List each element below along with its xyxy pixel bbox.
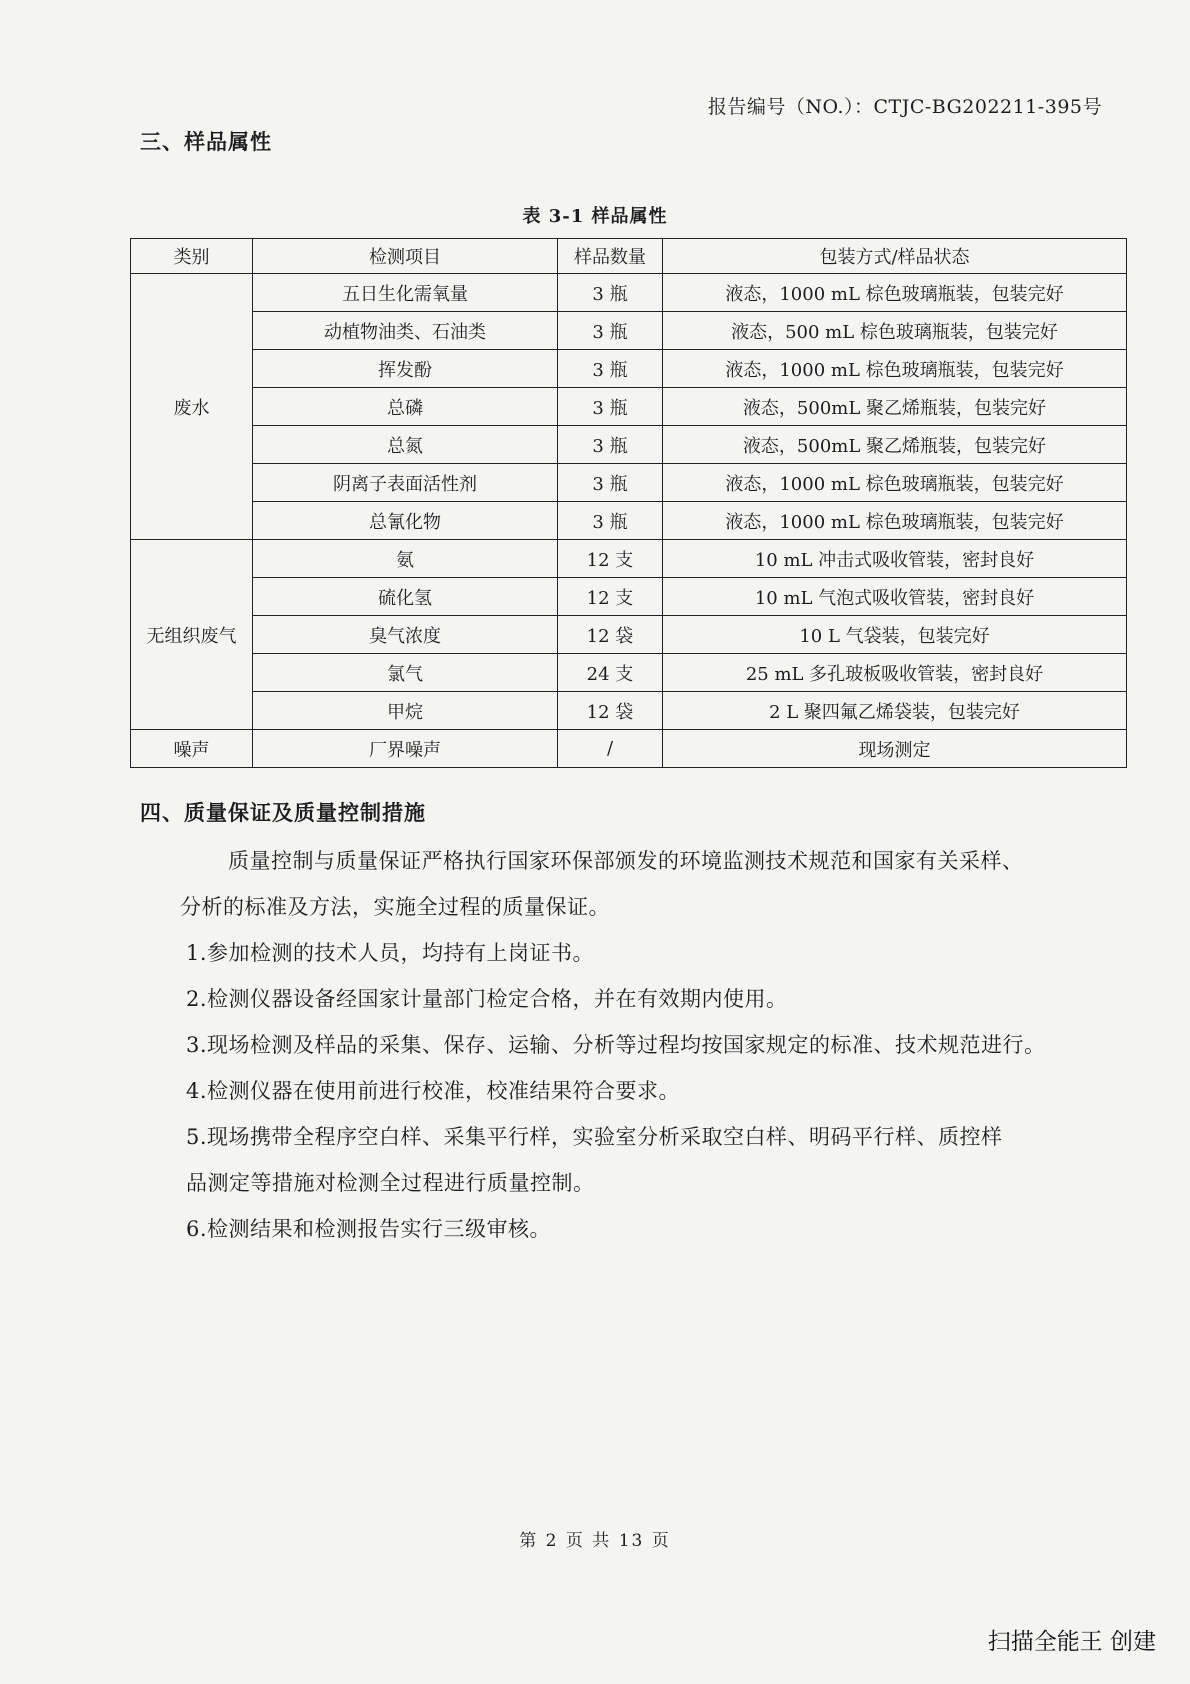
quantity-cell: 3 瓶 <box>558 502 663 540</box>
page-number: 第 2 页 共 13 页 <box>519 1531 671 1551</box>
qa-item-4: 4.检测仪器在使用前进行校准，校准结果符合要求。 <box>186 1079 681 1103</box>
sample-properties-table <box>130 238 1127 768</box>
table-row <box>131 540 1127 578</box>
quantity-cell: 24 支 <box>558 654 663 692</box>
table-row <box>131 274 1127 312</box>
column-header-quantity: 样品数量 <box>558 239 663 274</box>
scanner-watermark: 扫描全能王 创建 <box>987 1629 1156 1655</box>
section-4-title: 四、质量保证及质量控制措施 <box>140 800 426 825</box>
item-cell: 氨 <box>253 540 558 578</box>
column-header-packaging: 包装方式/样品状态 <box>663 239 1127 274</box>
category-cell: 无组织废气 <box>131 540 253 730</box>
table-row <box>131 502 1127 540</box>
qa-intro-line-1: 质量控制与质量保证严格执行国家环保部颁发的环境监测技术规范和国家有关采样、 <box>228 849 1024 873</box>
packaging-cell: 液态，500mL 聚乙烯瓶装，包装完好 <box>663 426 1127 464</box>
category-cell: 废水 <box>131 274 253 540</box>
qa-item-5-line-1: 5.现场携带全程序空白样、采集平行样，实验室分析采取空白样、明码平行样、质控样 <box>186 1125 1003 1149</box>
qa-item-1: 1.参加检测的技术人员，均持有上岗证书。 <box>186 941 595 965</box>
qa-item-6: 6.检测结果和检测报告实行三级审核。 <box>186 1217 552 1241</box>
item-cell: 阴离子表面活性剂 <box>253 464 558 502</box>
table-row <box>131 730 1127 768</box>
packaging-cell: 液态，1000 mL 棕色玻璃瓶装，包装完好 <box>663 274 1127 312</box>
packaging-cell: 液态，500 mL 棕色玻璃瓶装，包装完好 <box>663 312 1127 350</box>
report-number: 报告编号（NO.）：CTJC-BG202211-395号 <box>707 96 1102 118</box>
item-cell: 臭气浓度 <box>253 616 558 654</box>
column-header-category: 类别 <box>131 239 253 274</box>
packaging-cell: 25 mL 多孔玻板吸收管装，密封良好 <box>663 654 1127 692</box>
column-header-item: 检测项目 <box>253 239 558 274</box>
quantity-cell: 12 袋 <box>558 692 663 730</box>
table-row <box>131 692 1127 730</box>
item-cell: 总磷 <box>253 388 558 426</box>
packaging-cell: 液态，1000 mL 棕色玻璃瓶装，包装完好 <box>663 464 1127 502</box>
table-row <box>131 350 1127 388</box>
qa-item-5-line-2: 品测定等措施对检测全过程进行质量控制。 <box>186 1171 595 1195</box>
packaging-cell: 2 L 聚四氟乙烯袋装，包装完好 <box>663 692 1127 730</box>
table-row <box>131 616 1127 654</box>
category-cell: 噪声 <box>131 730 253 768</box>
section-3-title: 三、样品属性 <box>140 129 272 154</box>
item-cell: 厂界噪声 <box>253 730 558 768</box>
table-caption: 表 3-1 样品属性 <box>522 206 668 227</box>
table-row <box>131 426 1127 464</box>
table-row <box>131 312 1127 350</box>
packaging-cell: 10 mL 气泡式吸收管装，密封良好 <box>663 578 1127 616</box>
packaging-cell: 现场测定 <box>663 730 1127 768</box>
item-cell: 总氰化物 <box>253 502 558 540</box>
item-cell: 总氮 <box>253 426 558 464</box>
quantity-cell: / <box>558 730 663 768</box>
quantity-cell: 3 瓶 <box>558 426 663 464</box>
quantity-cell: 3 瓶 <box>558 350 663 388</box>
table-header-row <box>131 239 1127 274</box>
item-cell: 甲烷 <box>253 692 558 730</box>
quantity-cell: 3 瓶 <box>558 312 663 350</box>
quantity-cell: 12 袋 <box>558 616 663 654</box>
qa-intro-line-2: 分析的标准及方法，实施全过程的质量保证。 <box>180 895 610 919</box>
packaging-cell: 液态，500mL 聚乙烯瓶装，包装完好 <box>663 388 1127 426</box>
packaging-cell: 10 mL 冲击式吸收管装，密封良好 <box>663 540 1127 578</box>
packaging-cell: 液态，1000 mL 棕色玻璃瓶装，包装完好 <box>663 502 1127 540</box>
table-row <box>131 464 1127 502</box>
item-cell: 五日生化需氧量 <box>253 274 558 312</box>
item-cell: 挥发酚 <box>253 350 558 388</box>
item-cell: 氯气 <box>253 654 558 692</box>
packaging-cell: 10 L 气袋装，包装完好 <box>663 616 1127 654</box>
item-cell: 硫化氢 <box>253 578 558 616</box>
quantity-cell: 12 支 <box>558 578 663 616</box>
quantity-cell: 3 瓶 <box>558 274 663 312</box>
item-cell: 动植物油类、石油类 <box>253 312 558 350</box>
qa-item-2: 2.检测仪器设备经国家计量部门检定合格，并在有效期内使用。 <box>186 987 788 1011</box>
table-row <box>131 388 1127 426</box>
quantity-cell: 3 瓶 <box>558 388 663 426</box>
qa-item-3: 3.现场检测及样品的采集、保存、运输、分析等过程均按国家规定的标准、技术规范进行。 <box>186 1033 1046 1057</box>
packaging-cell: 液态，1000 mL 棕色玻璃瓶装，包装完好 <box>663 350 1127 388</box>
quantity-cell: 12 支 <box>558 540 663 578</box>
table-row <box>131 654 1127 692</box>
quantity-cell: 3 瓶 <box>558 464 663 502</box>
table-row <box>131 578 1127 616</box>
